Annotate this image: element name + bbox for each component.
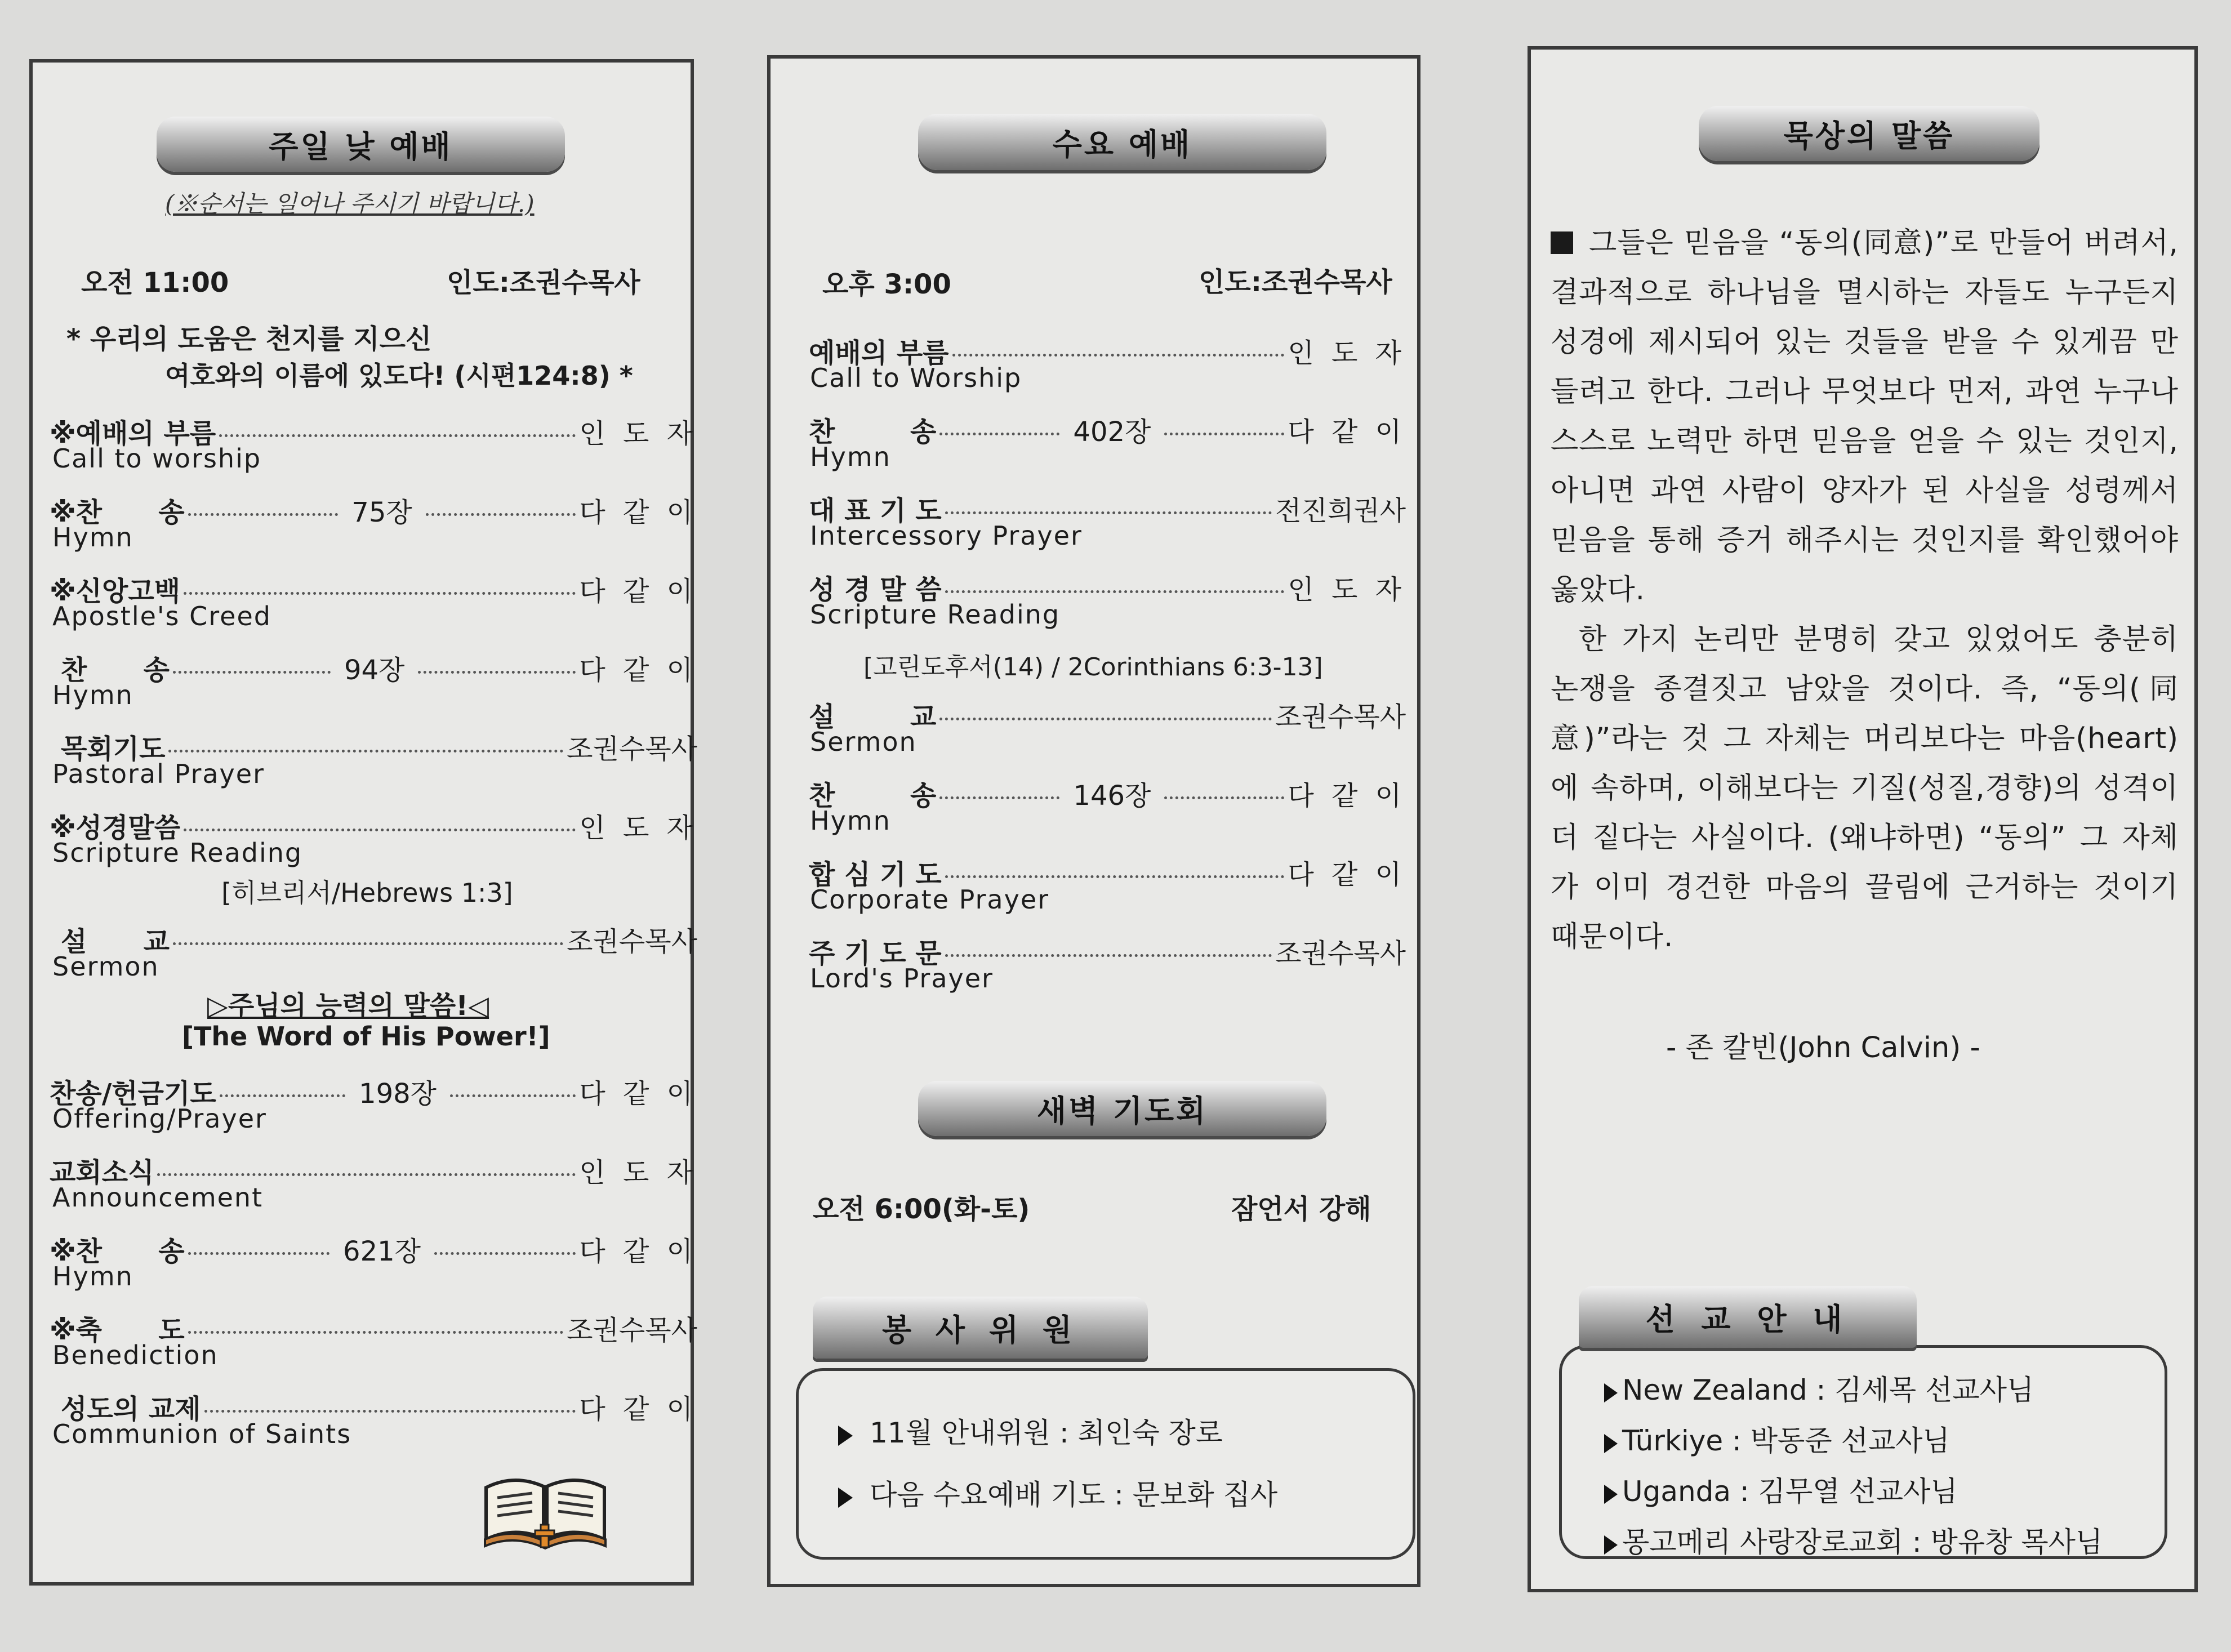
order-item-person: 다 같 이: [579, 497, 697, 528]
order-item-label: ※축 도: [50, 1315, 185, 1346]
service-leader: 인도:조권수목사: [447, 267, 640, 299]
dot-leader: [450, 1094, 576, 1097]
dot-leader: [939, 432, 1059, 435]
order-item-english: Call to Worship: [810, 363, 1022, 393]
order-item-person: 인 도 자: [579, 418, 697, 449]
order-item-label: 설 교: [61, 926, 170, 958]
hymn-number: 75장: [351, 497, 412, 528]
dot-leader: [1164, 796, 1284, 799]
mission-item: Uganda : 김무열 선교사님: [1604, 1469, 1958, 1509]
order-item-english: Offering/Prayer: [52, 1103, 267, 1134]
order-item-label: ※찬 송: [50, 1236, 185, 1267]
triangle-bullet-icon: [838, 1488, 853, 1508]
dot-leader: [168, 749, 563, 752]
order-item-label: 찬 송: [61, 654, 170, 686]
dot-leader: [945, 590, 1285, 593]
servant-item: 11월 안내위원 : 최인숙 장로: [838, 1410, 1223, 1451]
dot-leader: [184, 828, 576, 831]
dot-leader: [219, 434, 576, 437]
servants-box: [796, 1368, 1415, 1560]
square-bullet-icon: [1551, 231, 1573, 254]
order-item-english: Announcement: [52, 1182, 264, 1213]
order-item-label: 대 표 기 도: [809, 495, 942, 527]
service-leader: 인도:조권수목사: [1199, 266, 1392, 298]
order-item-person: 조권수목사: [567, 926, 697, 958]
dot-leader: [939, 796, 1059, 799]
hymn-number: 198장: [359, 1078, 437, 1110]
order-item-person: 조권수목사: [1275, 938, 1406, 969]
order-item-person: 조권수목사: [567, 1315, 697, 1346]
order-item-english: Apostle's Creed: [52, 601, 271, 631]
order-item-person: 인 도 자: [579, 1157, 697, 1188]
triangle-bullet-icon: [1604, 1535, 1618, 1555]
order-item-label: 교회소식: [50, 1157, 154, 1188]
order-item-label: 찬송/헌금기도: [50, 1078, 216, 1110]
order-item-label: 목회기도: [61, 733, 166, 765]
meditation-text: [1551, 219, 2179, 962]
meditation-author: - 존 칼빈(John Calvin) -: [1666, 1031, 1980, 1065]
order-item-english: Scripture Reading: [52, 838, 303, 868]
order-item-english: Hymn: [52, 1261, 133, 1292]
order-item-english: Benediction: [52, 1340, 219, 1370]
mission-item: 몽고메리 사랑장로교회 : 방유창 목사님: [1604, 1520, 2103, 1560]
dot-leader: [418, 670, 576, 674]
order-item-label: 찬 송: [809, 780, 937, 812]
order-item-english: Scripture Reading: [810, 599, 1061, 630]
hymn-number: 402장: [1073, 416, 1151, 448]
order-item-person: 다 같 이: [579, 1393, 697, 1425]
dot-leader: [204, 1409, 576, 1413]
triangle-bullet-icon: [1604, 1434, 1618, 1453]
dot-leader: [434, 1252, 576, 1255]
order-item-label: 찬 송: [809, 416, 937, 448]
order-item-english: Lord's Prayer: [810, 963, 994, 994]
call-verse-line1: * 우리의 도움은 천지를 지으신: [66, 323, 432, 355]
dot-leader: [188, 513, 339, 516]
order-item-person: 다 같 이: [1288, 780, 1406, 812]
servant-item: 다음 수요예배 기도 : 문보화 집사: [838, 1472, 1277, 1513]
sermon-title-english: [The Word of His Power!]: [182, 1021, 550, 1052]
order-item-english: Pastoral Prayer: [52, 759, 265, 789]
dot-leader: [184, 591, 576, 595]
sermon-title: ▷주님의 능력의 말씀!◁: [207, 990, 489, 1022]
order-item-hymn: [50, 648, 697, 687]
order-item-person: 다 같 이: [579, 576, 697, 607]
order-item-person: 인 도 자: [1288, 574, 1406, 605]
standing-note: (※순서는 일어나 주시기 바랍니다.): [165, 190, 535, 217]
order-item-person: 조권수목사: [567, 733, 697, 765]
order-item-english: Sermon: [52, 951, 159, 982]
scripture-reference: [히브리서/Hebrews 1:3]: [221, 878, 513, 908]
order-item-english: Corporate Prayer: [810, 884, 1050, 915]
dawn-prayer-topic: 잠언서 강해: [1231, 1194, 1371, 1225]
dot-leader: [173, 670, 331, 674]
scripture-reference: [고린도후서(14) / 2Corinthians 6:3-13]: [863, 653, 1323, 682]
order-item-label: 예배의 부름: [809, 337, 949, 369]
triangle-bullet-icon: [1604, 1383, 1618, 1402]
order-item-label: 합 심 기 도: [809, 859, 942, 890]
order-item-english: Sermon: [810, 727, 917, 757]
order-item-english: Call to worship: [52, 443, 262, 474]
dot-leader: [945, 954, 1272, 957]
dot-leader: [952, 353, 1285, 357]
order-item-hymn: [50, 1230, 697, 1268]
wednesday-service-panel: [767, 55, 1420, 1587]
dawn-prayer-title: 새벽 기도회: [918, 1081, 1326, 1136]
order-item-person: 다 같 이: [579, 1236, 698, 1267]
order-item-label: 주 기 도 문: [809, 938, 942, 969]
mission-item: Türkiye : 박동준 선교사님: [1604, 1418, 1950, 1459]
order-item-person: 인 도 자: [579, 812, 697, 844]
meditation-panel: [1528, 46, 2198, 1592]
dot-leader: [157, 1173, 576, 1176]
dot-leader: [220, 1094, 345, 1097]
order-item-english: Communion of Saints: [52, 1419, 352, 1449]
service-time: 오후 3:00: [822, 269, 951, 300]
service-time: 오전 11:00: [81, 267, 229, 299]
dawn-prayer-time: 오전 6:00(화-토): [813, 1194, 1030, 1225]
order-item-hymn: [809, 410, 1406, 449]
meditation-paragraph-2: 한 가지 논리만 분명히 갖고 있었어도 충분히 논쟁을 종결짓고 남았을 것이다. 즉, “동의(同意)”라는 것 그 자체는 머리보다는 마음(heart)에 속하며, 이해보다는 기질(성질,경향)의 성격이 더 짙다는 사실이다. (왜냐하면) “동의” 그 자체가 이미 경건한 마음의 끌림에 근거하는 것이기 때문이다.: [1551, 623, 2179, 954]
order-item-english: Hymn: [810, 805, 891, 836]
dot-leader: [939, 717, 1272, 720]
dot-leader: [173, 942, 563, 945]
dot-leader: [945, 511, 1272, 514]
dot-leader: [945, 875, 1285, 878]
missions-title: 선 교 안 내: [1579, 1286, 1917, 1348]
triangle-bullet-icon: [1604, 1485, 1618, 1504]
order-item-label: ※예배의 부름: [50, 418, 216, 449]
order-item-person: 다 같 이: [579, 1078, 697, 1110]
dot-leader: [1164, 432, 1284, 435]
order-item-english: Hymn: [52, 680, 133, 710]
meditation-paragraph-1: 그들은 믿음을 “동의(同意)”로 만들어 버려서, 결과적으로 하나님을 멸시하는 자들도 누구든지 성경에 제시되어 있는 것들을 받을 수 있게끔 만들려고 한다. 그러나 무엇보다 먼저, 과연 누구나 스스로 노력만 하면 믿음을 얻을 수 있는 것인지, 아니면 과연 사람이 양자가 된 사실을 성령께서 믿음을 통해 증거 해주시는 것인지를 확인했어야 옳았다.: [1551, 226, 2179, 607]
open-bible-icon: [480, 1471, 610, 1549]
order-item-hymn: [809, 774, 1406, 813]
order-item-person: 다 같 이: [1288, 416, 1406, 448]
mission-item: New Zealand : 김세목 선교사님: [1604, 1368, 2034, 1408]
sunday-service-panel: [29, 59, 698, 1586]
order-item-english: Intercessory Prayer: [810, 520, 1083, 551]
order-item-label: ※신앙고백: [50, 576, 181, 607]
order-item-person: 다 같 이: [1288, 859, 1406, 890]
hymn-number: 94장: [344, 654, 405, 686]
order-item-label: 성 경 말 씀: [809, 574, 942, 605]
call-verse-line2: 여호와의 이름에 있도다! (시편124:8) *: [165, 360, 633, 391]
order-item-english: Hymn: [810, 442, 891, 472]
sunday-service-title: 주일 낮 예배: [157, 117, 565, 172]
dot-leader: [426, 513, 576, 516]
order-item-label: 설 교: [809, 701, 937, 733]
order-item-label: 성도의 교제: [61, 1393, 201, 1425]
hymn-number: 146장: [1073, 780, 1151, 812]
order-item-label: ※성경말씀: [50, 812, 181, 844]
order-item-person: 인 도 자: [1288, 337, 1406, 369]
meditation-title: 묵상의 말씀: [1699, 106, 2039, 161]
order-item-person: 전진희권사: [1275, 495, 1406, 527]
order-item-label: ※찬 송: [50, 497, 185, 528]
order-item-english: Hymn: [52, 522, 133, 553]
hymn-number: 621장: [343, 1236, 421, 1267]
missions-box: [1559, 1345, 2167, 1559]
dot-leader: [188, 1252, 329, 1255]
order-item-hymn: [50, 491, 697, 529]
dot-leader: [188, 1330, 563, 1334]
triangle-bullet-icon: [838, 1426, 853, 1446]
wednesday-service-title: 수요 예배: [918, 114, 1326, 170]
order-item-person: 조권수목사: [1275, 701, 1406, 733]
order-item-person: 다 같 이: [579, 654, 697, 686]
servants-title: 봉 사 위 원: [813, 1297, 1148, 1359]
